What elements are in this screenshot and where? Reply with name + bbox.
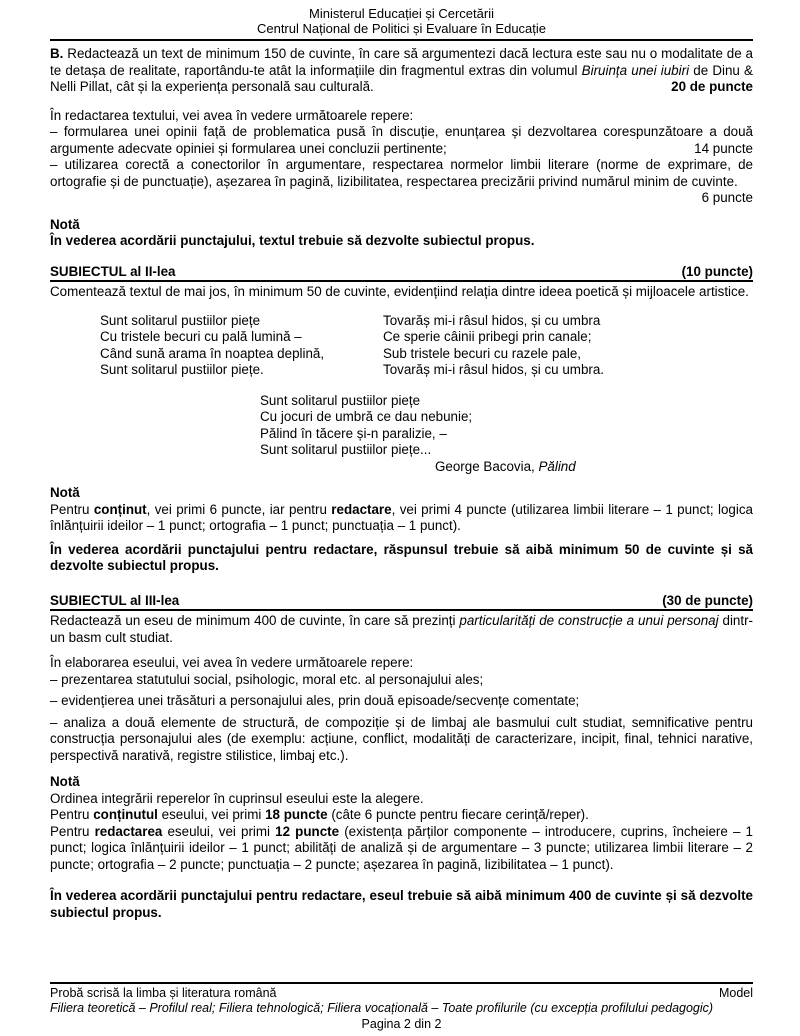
center-title: Centrul Național de Politici și Evaluare în Educație [256,21,547,36]
final-requirement: În vederea acordării punctajului pentru redactare, eseul trebuie să aibă minimum 400 de cuvinte și să dezvolte subiectul propus. [50,888,753,920]
footer-model-label: Model [718,985,753,1000]
note-3-title: Notă [50,774,80,789]
poem-line: Sunt solitarul pustiilor piețe [260,392,421,408]
subject-3-header [50,593,753,612]
guideline-item-1-points: 14 puncte [686,141,753,158]
subject-2-points: (10 puncte) [681,263,753,279]
poem-columns [100,313,753,379]
note-1-text: În vederea acordării punctajului, textul trebuie să dezvolte subiectul propus. [50,233,535,248]
note-3-content-scoring [50,807,753,824]
subject-b-paragraph [50,46,753,96]
note-2 [50,485,753,575]
header-rule [50,39,753,41]
note-3-text: eseului, vei primi [157,807,266,822]
subject-3-title: SUBIECTUL al III-lea [50,592,180,608]
subject-2-task: Comentează textul de mai jos, în minimum 50 de cuvinte, evidențiind relația dintre ideea poetică și mijloacele artistice. [50,284,749,299]
guideline-item-2-points: 6 puncte [701,190,753,205]
note-2-bold-redaction: redactare [331,501,392,517]
poem-attribution [435,459,753,476]
poem-line: Sunt solitarul pustiilor piețe... [260,442,432,457]
note-2-text: , vei primi 6 puncte, iar pentru [146,501,332,517]
poem-author: George Bacovia, [435,458,539,474]
book-title: Biruința unei iubiri [581,62,690,78]
note-3-text: (câte 6 puncte pentru fiecare cerință/reper). [327,807,589,822]
note-3-bold-content: conținutul [93,807,158,822]
subject-b-text-1: Redactează un text de minimum 150 de cuvinte, în care să argumentezi dacă lectura este sau nu o modalitate de a te detașa de realitate, raportându-te atât la informațiile din fragmentul extras din volumul [50,46,753,78]
footer-page-number: Pagina 2 din 2 [361,1016,442,1031]
note-1 [50,217,753,250]
note-2-scoring [50,502,753,535]
note-2-requirement: În vederea acordării punctajului pentru redactare, răspunsul trebuie să aibă minimum 50 de cuvinte și să dezvolte subiectul propus. [50,541,753,573]
note-3-bold-12: 12 puncte [275,823,340,839]
subject-3-guideline-2: – evidențierea unei trăsături a personajului ales, prin două episoade/secvențe comentate; [50,693,580,708]
guideline-item-1 [50,124,753,157]
guidelines-intro: În redactarea textului, vei avea în vedere următoarele repere: [50,107,414,123]
subject-3-task-text-2: dintr-un basm cult studiat. [50,613,754,645]
subject-b-guidelines [50,108,753,207]
note-2-title: Notă [50,485,80,500]
footer-exam-name: Probă scrisă la limba și literatura română [50,985,277,1000]
subject-b-points: 20 de puncte [663,79,753,96]
poem-line: Tovarăș mi-i râsul hidos, și cu umbra [383,312,601,328]
note-3 [50,774,753,873]
poem-stanza-1 [100,313,383,379]
subject-3-guideline-1: – prezentarea statutului social, psihologic, moral etc. al personajului ales; [50,671,484,687]
guideline-item-1-text: – formularea unei opinii față de problematica pusă în discuție, enunțarea și dezvoltarea corespunzătoare a două argumente adecvate opiniei și formularea unei concluzii pertinente; [50,124,753,156]
poem-line: Cu tristele becuri cu pală lumină – [100,329,302,344]
subject-3-points: (30 de puncte) [662,592,753,608]
subject-2-header [50,264,753,283]
note-3-redaction-scoring [50,824,753,874]
note-3-text: (existența părților componente – introducere, cuprins, încheiere – 1 punct; logica înlănțuirii ideilor – 1 punct; abilități de analiză și de argumentare – 3 puncte; utilizarea limbii literare – 2 puncte; ortografia – 2 puncte; punctuația – 2 puncte; așezarea în pagină, lizibilitatea – 1 punct). [50,823,753,872]
note-2-text: Pentru [50,501,94,517]
poem-line: Sub tristele becuri cu razele pale, [383,345,581,361]
poem-title: Pălind [538,458,576,474]
page-footer [50,982,753,1033]
ministry-title: Ministerul Educației și Cercetării [309,6,494,21]
poem-line: Cu jocuri de umbră ce dau nebunie; [260,409,473,424]
note-2-text: , vei primi 4 puncte (utilizarea limbii literare – 1 punct; logica înlănțuirii ideilor – 1 punct; ortografia – 1 punct; punctuația – 1 punct). [50,501,753,533]
subject-b-text-2: de Dinu & Nelli Pillat, cât și la experiența personală sau culturală. [50,62,753,94]
note-1-title: Notă [50,216,80,232]
note-3-bold-redaction: redactarea [94,823,163,839]
note-3-order: Ordinea integrării reperelor în cuprinsul eseului este la alegere. [50,790,424,806]
poem-line: Când sună arama în noaptea deplină, [100,345,325,361]
poem-line: Sunt solitarul pustiilor piețe [100,312,261,328]
note-3-bold-18: 18 puncte [265,807,328,822]
footer-filiera: Filiera teoretică – Profilul real; Filiera tehnologică; Filiera vocațională – Toate profilurile (cu excepția profilului pedagogic) [50,1001,714,1015]
subject-b-label: B. [50,46,64,61]
note-3-text: Pentru [50,807,94,822]
poem-stanza-3 [260,393,753,459]
subject-3-task-text-1: Redactează un eseu de minimum 400 de cuvinte, în care să prezinți [50,613,460,628]
subject-2-title: SUBIECTUL al II-lea [50,263,176,279]
poem-line: Tovarăș mi-i râsul hidos, și cu umbra. [383,362,605,377]
subject-3-guidelines-intro: În elaborarea eseului, vei avea în vedere următoarele repere: [50,655,414,670]
note-3-text: Pentru [50,823,95,839]
poem-line: Sunt solitarul pustiilor piețe. [100,362,264,377]
guideline-item-2: – utilizarea corectă a conectorilor în argumentare, respectarea normelor limbii literare (norme de exprimare, de ortografie și de punctuație), așezarea în pagină, lizibilitatea, respectarea precizării privind numărul minim de cuvinte. [50,157,753,189]
footer-row [50,986,753,1002]
poem-stanza-2 [383,313,604,379]
subject-3-task-italic: particularități de construcție a unui personaj [459,613,719,628]
subject-3-task [50,613,753,646]
poem-line: Ce sperie câinii pribegi prin canale; [383,329,592,344]
note-2-bold-content: conținut [93,501,147,517]
document-header [50,6,753,36]
note-3-text: eseului, vei primi [162,823,276,839]
poem-line: Pălind în tăcere și-n paralizie, – [260,425,447,441]
subject-3-guideline-3: – analiza a două elemente de structură, de compoziție și de limbaj ale basmului cult studiat, semnificative pentru construcția personajului ales (de exemplu: acțiune, conflict, modalități de caracterizare, incipit, final, tehnici narative, perspectivă narativă, registre stilistice, limbaj etc.). [50,714,753,763]
